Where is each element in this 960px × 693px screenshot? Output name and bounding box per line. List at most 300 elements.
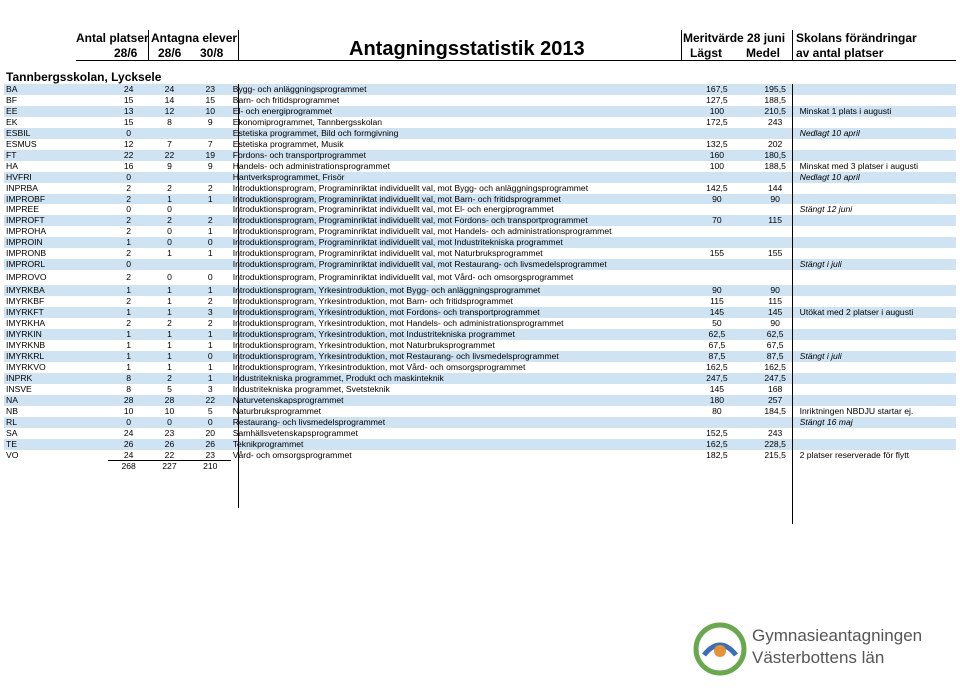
table-row xyxy=(4,318,956,329)
row-30-8: 0 xyxy=(190,237,231,248)
row-antagna: 23 xyxy=(164,427,175,438)
row-antagna: 1 xyxy=(149,307,190,318)
row-change xyxy=(798,117,956,128)
row-30-8: 1 xyxy=(190,329,231,340)
row-antagna: 14 xyxy=(164,94,175,105)
row-code: IMPROHA xyxy=(6,226,47,237)
row-platser: 0 xyxy=(126,204,131,215)
header-antal-platser: Antal platser xyxy=(76,31,149,45)
row-code: IMPRORL xyxy=(4,259,108,270)
row-lagst: 115 xyxy=(710,296,724,307)
row-30-8: 26 xyxy=(190,439,231,450)
row-lagst: 90 xyxy=(681,194,753,205)
table-row xyxy=(4,285,956,296)
column-divider xyxy=(148,30,149,60)
row-program: Introduktionsprogram, Yrkesintroduktion, mot Barn- och fritidsprogrammet xyxy=(232,296,513,307)
row-code: IMPROVO xyxy=(6,272,47,283)
row-medel: 210,5 xyxy=(753,106,798,117)
row-antagna: 22 xyxy=(149,150,190,161)
row-antagna xyxy=(149,259,190,270)
table-row xyxy=(4,329,956,340)
row-30-8: 1 xyxy=(190,373,231,384)
table-row xyxy=(4,373,956,384)
row-code: INPRK xyxy=(4,373,108,384)
row-platser: 0 xyxy=(108,417,149,428)
row-30-8: 9 xyxy=(207,160,213,171)
row-change xyxy=(798,296,956,307)
row-change xyxy=(798,139,956,150)
row-platser: 2 xyxy=(126,248,131,259)
row-lagst: 80 xyxy=(712,405,722,416)
row-code: IMYRKBF xyxy=(6,296,45,307)
row-program: Introduktionsprogram, Yrkesintroduktion, mot Vård- och omsorgsprogrammet xyxy=(232,361,526,372)
table-row xyxy=(4,84,956,95)
row-platser: 1 xyxy=(108,307,149,318)
row-medel xyxy=(753,128,798,139)
row-program: Introduktionsprogram, Programinriktat individuellt val, mot Vård- och omsorgsprogrammet xyxy=(232,272,574,283)
row-code: HA xyxy=(6,160,18,171)
row-change: Stängt i juli xyxy=(798,351,956,362)
row-antagna xyxy=(149,172,190,183)
row-lagst: 162,5 xyxy=(706,361,728,372)
header-rule xyxy=(76,60,956,61)
table-row xyxy=(4,439,956,450)
row-lagst xyxy=(681,237,753,248)
row-platser: 24 xyxy=(123,449,134,460)
row-code: FT xyxy=(4,150,108,161)
row-platser: 0 xyxy=(108,172,149,183)
row-lagst: 70 xyxy=(681,215,753,226)
row-program: Fordons- och transportprogrammet xyxy=(231,150,681,161)
row-antagna: 1 xyxy=(149,351,190,362)
row-platser: 1 xyxy=(108,285,149,296)
row-code: IMYRKBA xyxy=(4,285,108,296)
row-program: Introduktionsprogram, Programinriktat individuellt val, mot Barn- och fritidsprogrammet xyxy=(231,194,681,205)
row-change: Minskat 1 plats i augusti xyxy=(798,106,956,117)
row-code: IMYRKRL xyxy=(4,351,108,362)
row-program: Introduktionsprogram, Programinriktat individuellt val, mot Industritekniska programmet xyxy=(231,237,681,248)
row-program: Bygg- och anläggningsprogrammet xyxy=(231,84,681,95)
row-medel xyxy=(753,172,798,183)
table-row xyxy=(4,139,956,150)
row-program: Teknikprogrammet xyxy=(231,439,681,450)
row-medel: 180,5 xyxy=(753,150,798,161)
row-30-8: 0 xyxy=(190,351,231,362)
row-change xyxy=(798,248,956,259)
row-program: Naturbruksprogrammet xyxy=(232,405,322,416)
row-lagst xyxy=(681,270,753,285)
row-code: IMYRKIN xyxy=(4,329,108,340)
row-change: Stängt 16 maj xyxy=(798,417,956,428)
row-30-8 xyxy=(190,172,231,183)
row-program: Introduktionsprogram, Programinriktat individuellt val, mot Naturbruksprogrammet xyxy=(232,248,543,259)
row-medel: 87,5 xyxy=(753,351,798,362)
table-row xyxy=(4,450,956,461)
row-platser: 10 xyxy=(123,405,134,416)
column-divider xyxy=(238,84,239,508)
row-medel: 247,5 xyxy=(753,373,798,384)
row-medel: 162,5 xyxy=(764,361,786,372)
row-change: Nedlagt 10 april xyxy=(798,172,956,183)
row-lagst: 180 xyxy=(681,395,753,406)
row-30-8: 19 xyxy=(190,150,231,161)
row-platser: 2 xyxy=(126,318,131,329)
row-change xyxy=(798,194,956,205)
row-30-8 xyxy=(190,128,231,139)
row-antagna xyxy=(149,128,190,139)
row-lagst xyxy=(681,259,753,270)
row-change xyxy=(798,318,956,329)
row-lagst: 100 xyxy=(709,160,725,171)
row-30-8: 0 xyxy=(207,272,213,283)
table-row xyxy=(4,204,956,215)
row-30-8: 3 xyxy=(207,383,213,394)
table-row xyxy=(4,395,956,406)
row-medel: 243 xyxy=(767,116,783,127)
row-30-8: 3 xyxy=(190,307,231,318)
row-code: TE xyxy=(4,439,108,450)
row-medel: 184,5 xyxy=(764,405,786,416)
row-code: IMYRKVO xyxy=(6,361,46,372)
row-medel: 145 xyxy=(753,307,798,318)
row-lagst: 155 xyxy=(709,248,725,259)
row-lagst xyxy=(681,226,753,237)
row-lagst: 160 xyxy=(681,150,753,161)
row-change xyxy=(798,439,956,450)
row-code: IMPROFT xyxy=(4,215,108,226)
row-antagna: 2 xyxy=(149,215,190,226)
row-lagst: 152,5 xyxy=(706,427,728,438)
column-divider xyxy=(792,30,793,60)
row-code: IMPROBF xyxy=(4,194,108,205)
header-skolans: Skolans förändringar xyxy=(796,31,917,45)
row-change xyxy=(798,84,956,95)
row-antagna: 26 xyxy=(149,439,190,450)
row-lagst: 162,5 xyxy=(681,439,753,450)
row-program: Introduktionsprogram, Yrkesintroduktion, mot Bygg- och anläggningsprogrammet xyxy=(231,285,681,296)
row-lagst: 132,5 xyxy=(706,138,728,149)
row-program: Introduktionsprogram, Programinriktat individuellt val, mot El- och energiprogrammet xyxy=(232,204,554,215)
row-antagna: 8 xyxy=(167,116,172,127)
row-medel: 90 xyxy=(753,285,798,296)
table-row xyxy=(4,183,956,194)
row-change xyxy=(798,428,956,439)
row-medel xyxy=(753,270,798,285)
header-col-28-6-b: 28/6 xyxy=(158,46,182,60)
row-30-8: 1 xyxy=(190,194,231,205)
row-code: ESMUS xyxy=(6,138,37,149)
row-platser: 2 xyxy=(126,226,131,237)
row-program: Introduktionsprogram, Yrkesintroduktion, mot Restaurang- och livsmedelsprogrammet xyxy=(231,351,681,362)
row-antagna: 1 xyxy=(167,361,172,372)
row-lagst: 62,5 xyxy=(681,329,753,340)
row-30-8: 1 xyxy=(207,339,213,350)
table-row xyxy=(4,150,956,161)
row-change: Minskat med 3 platser i augusti xyxy=(799,160,919,171)
admissions-table xyxy=(4,84,956,472)
row-antagna: 1 xyxy=(149,194,190,205)
totals-row xyxy=(4,461,956,472)
row-antagna: 0 xyxy=(167,204,172,215)
table-row xyxy=(4,194,956,205)
row-antagna: 2 xyxy=(149,373,190,384)
row-platser: 15 xyxy=(123,116,134,127)
table-row xyxy=(4,406,956,417)
row-program: Introduktionsprogram, Yrkesintroduktion, mot Industritekniska programmet xyxy=(231,329,681,340)
row-medel: 215,5 xyxy=(764,449,786,460)
row-antagna: 12 xyxy=(149,106,190,117)
row-30-8 xyxy=(190,259,231,270)
table-row xyxy=(4,161,956,172)
row-medel xyxy=(753,226,798,237)
row-lagst: 50 xyxy=(712,318,722,329)
row-platser: 28 xyxy=(108,395,149,406)
row-code: IMPROIN xyxy=(4,237,108,248)
row-30-8: 1 xyxy=(190,285,231,296)
table-row xyxy=(4,237,956,248)
table-row xyxy=(4,248,956,259)
row-30-8: 2 xyxy=(207,318,213,329)
table-row xyxy=(4,259,956,270)
row-change xyxy=(798,340,956,351)
row-code: RL xyxy=(4,417,108,428)
row-antagna: 1 xyxy=(167,248,172,259)
row-code: INSVE xyxy=(6,383,32,394)
row-change: Nedlagt 10 april xyxy=(798,128,956,139)
row-antagna: 1 xyxy=(149,285,190,296)
row-code: IMPREE xyxy=(6,204,39,215)
row-code: IMYRKNB xyxy=(6,339,46,350)
row-medel: 144 xyxy=(767,182,783,193)
row-change xyxy=(798,226,956,237)
row-medel: 90 xyxy=(770,318,780,329)
header-lagst: Lägst xyxy=(690,46,723,60)
row-medel: 67,5 xyxy=(766,339,784,350)
row-lagst: 145 xyxy=(681,307,753,318)
row-medel: 62,5 xyxy=(753,329,798,340)
row-change xyxy=(798,215,956,226)
row-code: BF xyxy=(6,94,17,105)
row-program: Introduktionsprogram, Yrkesintroduktion, mot Naturbruksprogrammet xyxy=(232,339,495,350)
row-lagst: 145 xyxy=(709,383,725,394)
table-row xyxy=(4,128,956,139)
row-platser: 15 xyxy=(123,94,134,105)
header-av-antal: av antal platser xyxy=(796,46,884,60)
table-row xyxy=(4,351,956,362)
row-change xyxy=(798,150,956,161)
row-program: Samhällsvetenskapsprogrammet xyxy=(232,427,358,438)
row-platser: 8 xyxy=(108,373,149,384)
row-medel xyxy=(753,259,798,270)
total-platser: 268 xyxy=(108,461,149,472)
row-30-8: 23 xyxy=(190,84,231,95)
row-platser: 26 xyxy=(108,439,149,450)
row-medel: 195,5 xyxy=(753,84,798,95)
row-change: Stängt i juli xyxy=(798,259,956,270)
table-row xyxy=(4,172,956,183)
row-code: IMYRKHA xyxy=(6,318,46,329)
header-antagna-elever: Antagna elever xyxy=(151,31,238,45)
row-platser: 1 xyxy=(108,237,149,248)
row-code: HVFRI xyxy=(4,172,108,183)
row-program: Introduktionsprogram, Programinriktat individuellt val, mot Fordons- och transportprogrammet xyxy=(231,215,681,226)
row-antagna: 1 xyxy=(167,296,172,307)
row-change xyxy=(798,384,956,395)
row-program: Barn- och fritidsprogrammet xyxy=(232,94,340,105)
row-30-8: 20 xyxy=(205,427,216,438)
row-medel xyxy=(753,417,798,428)
row-medel: 188,5 xyxy=(764,160,786,171)
table-row xyxy=(4,270,956,285)
row-lagst: 182,5 xyxy=(706,449,728,460)
header-col-30-8: 30/8 xyxy=(200,46,224,60)
row-change: Inriktningen NBDJU startar ej. xyxy=(799,405,914,416)
row-medel: 115 xyxy=(768,296,782,307)
column-divider xyxy=(681,30,682,60)
row-code: ESBIL xyxy=(4,128,108,139)
row-program: Introduktionsprogram, Programinriktat individuellt val, mot Handels- och administrationsprogrammet xyxy=(232,226,612,237)
row-change xyxy=(798,95,956,106)
table-row xyxy=(4,117,956,128)
gymnasieantagningen-logo xyxy=(692,621,748,677)
row-platser: 2 xyxy=(108,194,149,205)
row-program: Industritekniska programmet, Svetsteknik xyxy=(232,383,390,394)
row-antagna: 7 xyxy=(167,138,172,149)
row-antagna: 22 xyxy=(164,449,175,460)
row-program: Handels- och administrationsprogrammet xyxy=(232,160,390,171)
row-medel: 90 xyxy=(753,194,798,205)
row-program: Estetiska programmet, Bild och formgivning xyxy=(231,128,681,139)
row-30-8: 15 xyxy=(205,94,216,105)
row-30-8: 10 xyxy=(190,106,231,117)
table-row xyxy=(4,384,956,395)
row-program: Introduktionsprogram, Yrkesintroduktion, mot Handels- och administrationsprogrammet xyxy=(232,318,564,329)
logo-dot-orange xyxy=(714,645,726,657)
row-antagna: 0 xyxy=(149,237,190,248)
row-program: Hantverksprogrammet, Frisör xyxy=(231,172,681,183)
table-row xyxy=(4,296,956,307)
row-code: IMPRONB xyxy=(6,248,47,259)
page-title: Antagningsstatistik 2013 xyxy=(349,38,585,60)
row-program: Restaurang- och livsmedelsprogrammet xyxy=(231,417,681,428)
row-antagna: 1 xyxy=(149,329,190,340)
row-change xyxy=(798,237,956,248)
total-30-8: 210 xyxy=(190,461,231,472)
total-antagna: 227 xyxy=(149,461,190,472)
table-row xyxy=(4,417,956,428)
row-platser: 2 xyxy=(108,215,149,226)
row-30-8: 23 xyxy=(205,449,216,460)
row-lagst: 167,5 xyxy=(681,84,753,95)
row-platser: 0 xyxy=(108,128,149,139)
row-lagst: 87,5 xyxy=(681,351,753,362)
row-30-8: 2 xyxy=(190,215,231,226)
row-antagna: 28 xyxy=(149,395,190,406)
row-platser: 13 xyxy=(108,106,149,117)
row-platser: 2 xyxy=(126,296,131,307)
row-platser: 0 xyxy=(108,259,149,270)
row-antagna: 24 xyxy=(149,84,190,95)
row-lagst xyxy=(681,417,753,428)
row-platser: 24 xyxy=(123,427,134,438)
logo-text-line2: Västerbottens län xyxy=(752,648,885,667)
row-code: NA xyxy=(4,395,108,406)
table-row xyxy=(4,95,956,106)
row-program: Naturvetenskapsprogrammet xyxy=(231,395,681,406)
row-antagna: 9 xyxy=(167,160,172,171)
row-change: 2 platser reserverade för flytt xyxy=(799,449,909,460)
row-lagst: 67,5 xyxy=(708,339,726,350)
row-lagst: 127,5 xyxy=(706,94,728,105)
table-row xyxy=(4,428,956,439)
row-30-8: 7 xyxy=(207,138,213,149)
row-medel: 243 xyxy=(767,427,783,438)
row-change xyxy=(798,270,956,285)
header-medel: Medel xyxy=(746,46,781,60)
row-30-8: 1 xyxy=(207,361,213,372)
row-medel: 115 xyxy=(753,215,798,226)
row-antagna: 5 xyxy=(167,383,172,394)
row-code: NB xyxy=(6,405,18,416)
row-lagst: 142,5 xyxy=(706,182,728,193)
row-antagna: 0 xyxy=(167,226,172,237)
table-row xyxy=(4,215,956,226)
row-30-8 xyxy=(190,204,231,215)
row-30-8: 22 xyxy=(190,395,231,406)
row-program: Estetiska programmet, Musik xyxy=(232,138,344,149)
row-platser: 12 xyxy=(123,138,134,149)
row-platser: 2 xyxy=(126,182,131,193)
row-platser: 16 xyxy=(123,160,134,171)
row-code: IMYRKFT xyxy=(4,307,108,318)
table-row xyxy=(4,362,956,373)
table-row xyxy=(4,307,956,318)
row-30-8: 2 xyxy=(207,296,213,307)
row-platser: 1 xyxy=(108,351,149,362)
row-platser: 24 xyxy=(108,84,149,95)
row-program: El- och energiprogrammet xyxy=(231,106,681,117)
row-antagna: 10 xyxy=(164,405,175,416)
row-code: SA xyxy=(6,427,18,438)
row-medel: 155 xyxy=(767,248,783,259)
table-row xyxy=(4,340,956,351)
row-antagna: 0 xyxy=(149,417,190,428)
row-lagst: 172,5 xyxy=(706,116,728,127)
row-platser: 1 xyxy=(108,329,149,340)
header-meritvarde: Meritvärde 28 juni xyxy=(683,31,786,45)
row-platser: 8 xyxy=(126,383,131,394)
row-lagst: 90 xyxy=(681,285,753,296)
row-30-8: 2 xyxy=(207,182,213,193)
row-platser: 2 xyxy=(126,272,131,283)
row-antagna: 1 xyxy=(167,339,172,350)
row-medel xyxy=(753,237,798,248)
row-code: VO xyxy=(6,449,19,460)
row-lagst: 247,5 xyxy=(681,373,753,384)
row-lagst xyxy=(681,172,753,183)
row-program: Vård- och omsorgsprogrammet xyxy=(232,449,352,460)
row-program: Introduktionsprogram, Yrkesintroduktion, mot Fordons- och transportprogrammet xyxy=(231,307,681,318)
row-platser: 22 xyxy=(108,150,149,161)
row-program: Industritekniska programmet, Produkt och maskinteknik xyxy=(231,373,681,384)
row-change xyxy=(798,373,956,384)
table-row xyxy=(4,106,956,117)
row-30-8: 1 xyxy=(207,248,213,259)
row-change xyxy=(798,183,956,194)
row-lagst xyxy=(681,204,753,215)
row-code: BA xyxy=(4,84,108,95)
row-antagna: 2 xyxy=(167,318,172,329)
